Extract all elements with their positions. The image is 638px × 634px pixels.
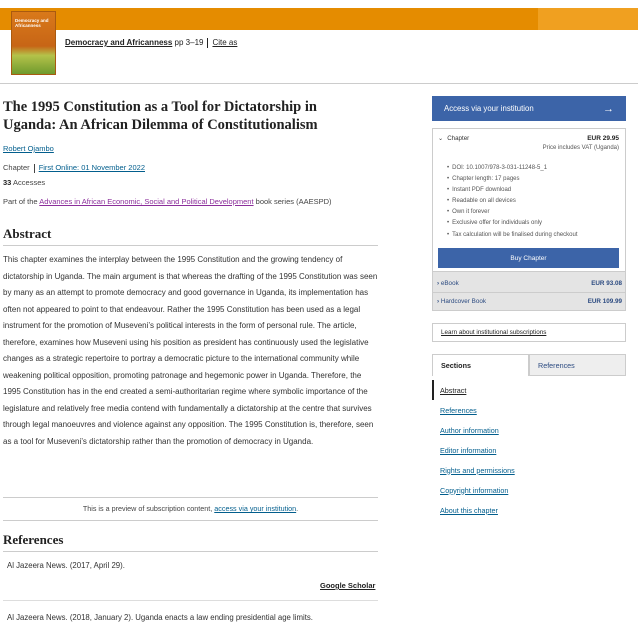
- sidebar-tabs: [432, 354, 626, 376]
- chapter-label: Chapter: [447, 135, 470, 142]
- sections-list: [432, 380, 626, 520]
- cite-as-link[interactable]: Cite as: [212, 38, 238, 48]
- series-info: [3, 197, 332, 206]
- hardcover-label: › Hardcover Book: [437, 298, 486, 305]
- divider: [3, 551, 378, 552]
- access-institution-link[interactable]: access via your institution: [214, 504, 297, 513]
- section-link-label: Rights and permissions: [440, 465, 515, 475]
- divider: [3, 600, 378, 601]
- hardcover-price: EUR 109.99: [587, 298, 622, 305]
- ebook-label: › eBook: [437, 280, 459, 287]
- feature-item: • Own it forever: [447, 207, 622, 218]
- abstract-text: This chapter examines the interplay between the 1995 Constitution and the growing tendency of dictatorship in Uganda. The main argument is that whereas the drafting of the 1995 Constitution was seen by many as an attempt to promote democracy and good governance in Uganda, its implementation has often not appeared to point to that endeavour. Rather the 1995 Constitution has been used as a legal instrument for the promotion of Museveni’s political interests in the form of personal rule. The article, therefore, examines how Museveni using his position as president has continuously used the legislative changes as a strategic repertoire to portray a democratic picture to the international community while weakening political opposition, promoting patronage and hegemonic power in Uganda. Therefore, the 1995 Constitution has in the end created a semi-authoritarian regime where symbolic importance of the legislature and relatively free media contend with fundamentally a dictatorship at the centre that survives through legal manoeuvres and violence against any opposition. The 1995 Constitution is, therefore, seen as a tool for Museveni’s dictatorship rather than the promotion of democracy in Uganda.: [3, 255, 378, 446]
- access-via-institution-button[interactable]: [432, 96, 626, 121]
- feature-item: • Tax calculation will be finalised during checkout: [447, 230, 622, 241]
- series-link[interactable]: Advances in African Economic, Social and Political Development: [39, 197, 254, 206]
- section-link-author-information[interactable]: [432, 420, 626, 440]
- page-range: pp 3–19: [174, 38, 204, 48]
- section-link-label: About this chapter: [440, 505, 498, 515]
- section-link-rights-permissions[interactable]: [432, 460, 626, 480]
- divider: [3, 245, 378, 246]
- abstract-heading: Abstract: [3, 226, 52, 241]
- divider: [433, 292, 625, 293]
- series-suffix: book series (AAESPD): [255, 197, 332, 206]
- tab-references[interactable]: References: [529, 354, 626, 376]
- header-bar: [0, 0, 638, 84]
- book-cover-title: Democracy and Africanness: [15, 18, 49, 29]
- tab-sections[interactable]: Sections: [432, 354, 529, 376]
- chapter-features-list: [447, 163, 622, 241]
- section-link-abstract[interactable]: [432, 380, 626, 400]
- learn-subscriptions-link[interactable]: Learn about institutional subscriptions: [441, 329, 547, 336]
- series-prefix: Part of the: [3, 197, 38, 206]
- brand-bar: [0, 8, 638, 30]
- feature-item: • DOI: 10.1007/978-3-031-11248-5_1: [447, 163, 622, 174]
- ebook-price: EUR 93.08: [591, 280, 622, 287]
- reference-item: Al Jazeera News. (2017, April 29).: [7, 561, 125, 570]
- preview-text: This is a preview of subscription content,: [82, 504, 213, 513]
- access-button-label: Access via your institution: [444, 104, 534, 113]
- subscription-preview-note: [3, 504, 378, 513]
- preview-end: .: [296, 504, 299, 513]
- section-link-label: References: [440, 405, 477, 415]
- feature-item: • Chapter length: 17 pages: [447, 174, 622, 185]
- feature-item: • Instant PDF download: [447, 185, 622, 196]
- section-link-about-chapter[interactable]: [432, 500, 626, 520]
- book-info-line: [65, 38, 237, 48]
- accesses-number: 33: [3, 178, 12, 187]
- section-link-label: Copyright information: [440, 485, 509, 495]
- references-heading: References: [3, 532, 64, 547]
- buy-chapter-button[interactable]: Buy Chapter: [438, 248, 619, 268]
- book-title-link[interactable]: Democracy and Africanness: [65, 38, 173, 48]
- section-link-label: Editor information: [440, 445, 497, 455]
- google-scholar-link[interactable]: Google Scholar: [320, 581, 376, 590]
- section-link-editor-information[interactable]: [432, 440, 626, 460]
- chapter-meta: [3, 163, 145, 173]
- first-online-link[interactable]: First Online: 01 November 2022: [38, 163, 145, 172]
- feature-item: • Readable on all devices: [447, 196, 622, 207]
- accesses-count: [3, 178, 45, 187]
- section-link-label: Author information: [440, 425, 499, 435]
- arrow-right-icon: →: [603, 102, 614, 115]
- section-link-label: Abstract: [440, 385, 467, 395]
- content-type: Chapter: [3, 163, 30, 172]
- divider: [3, 497, 378, 498]
- ebook-option[interactable]: [437, 280, 622, 287]
- book-cover-image[interactable]: [11, 11, 56, 75]
- reference-item: Al Jazeera News. (2018, January 2). Uganda enacts a law ending presidential age limits.: [7, 613, 313, 622]
- chevron-down-icon: ⌄: [438, 135, 444, 142]
- feature-item: • Exclusive offer for individuals only: [447, 218, 622, 229]
- chapter-title: The 1995 Constitution as a Tool for Dictatorship in Uganda: An African Dilemma of Constitutionalism: [3, 99, 318, 133]
- section-link-references[interactable]: [432, 400, 626, 420]
- hardcover-option[interactable]: [437, 298, 622, 305]
- section-link-copyright-information[interactable]: [432, 480, 626, 500]
- chapter-price: EUR 29.95: [587, 135, 619, 142]
- vat-note: Price includes VAT (Uganda): [542, 145, 619, 151]
- author-link[interactable]: Robert Ojambo: [3, 144, 54, 153]
- accesses-label: Accesses: [13, 178, 46, 187]
- divider: [3, 520, 378, 521]
- institutional-subscriptions-box: [432, 323, 626, 342]
